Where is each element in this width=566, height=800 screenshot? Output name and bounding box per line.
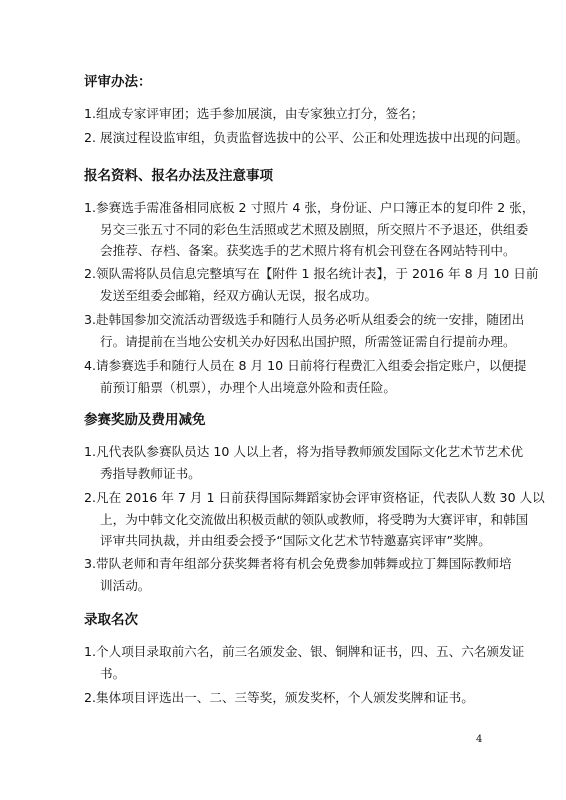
list-item: 1.参赛选手需准备相同底板 2 寸照片 4 张，身份证、户口簿正本的复印件 2 张， 另交三张五寸不同的彩色生活照或艺术照及剧照，所交照片不予退还，供组委 会推荐、存档、备案。获奖选手的艺术照片将有机会刊登在各网站特刊中。 (84, 200, 535, 258)
section-heading-rankings: 录取名次 (84, 612, 138, 628)
section-heading-registration: 报名资料、报名办法及注意事项 (84, 168, 273, 184)
list-item: 1.个人项目录取前六名，前三名颁发金、银、铜牌和证书，四、五、六名颁发证 书。 (84, 644, 525, 681)
list-item: 1.凡代表队参赛队员达 10 人以上者，将为指导教师颁发国际文化艺术节艺术优 秀指导教师证书。 (84, 444, 524, 481)
section-heading-awards: 参赛奖励及费用减免 (84, 412, 206, 428)
list-item: 3.带队老师和青年组部分获奖舞者将有机会免费参加韩舞或拉丁舞国际教师培 训活动。 (84, 556, 512, 593)
list-item: 4.请参赛选手和随行人员在 8 月 10 日前将行程费汇入组委会指定账户，以便提 前预订船票（机票），办理个人出境意外险和责任险。 (84, 358, 527, 395)
page-number: 4 (476, 734, 483, 745)
list-item: 2.凡在 2016 年 7 月 1 日前获得国际舞蹈家协会评审资格证，代表队人数 30 人以 上，为中韩文化交流做出积极贡献的领队或教师，将受聘为大赛评审，和韩国 评审共同执裁，并由组委会授予“国际文化艺术节特邀嘉宾评审”奖牌。 (84, 490, 545, 548)
list-item: 2. 展演过程设监审组，负责监督选拔中的公平、公正和处理选拔中出现的问题。 (84, 130, 529, 145)
list-item: 1.组成专家评审团；选手参加展演，由专家独立打分，签名； (84, 106, 424, 121)
list-item: 2.集体项目评选出一、二、三等奖，颁发奖杯，个人颁发奖牌和证书。 (84, 690, 474, 705)
list-item: 2.领队需将队员信息完整填写在【附件 1 报名统计表】，于 2016 年 8 月 10 日前 发送至组委会邮箱，经双方确认无误，报名成功。 (84, 266, 539, 303)
section-heading-review-method: 评审办法： (84, 74, 152, 90)
list-item: 3.赴韩国参加交流活动晋级选手和随行人员务必听从组委会的统一安排，随团出 行。请提前在当地公安机关办好因私出国护照，所需签证需自行提前办理。 (84, 312, 525, 349)
